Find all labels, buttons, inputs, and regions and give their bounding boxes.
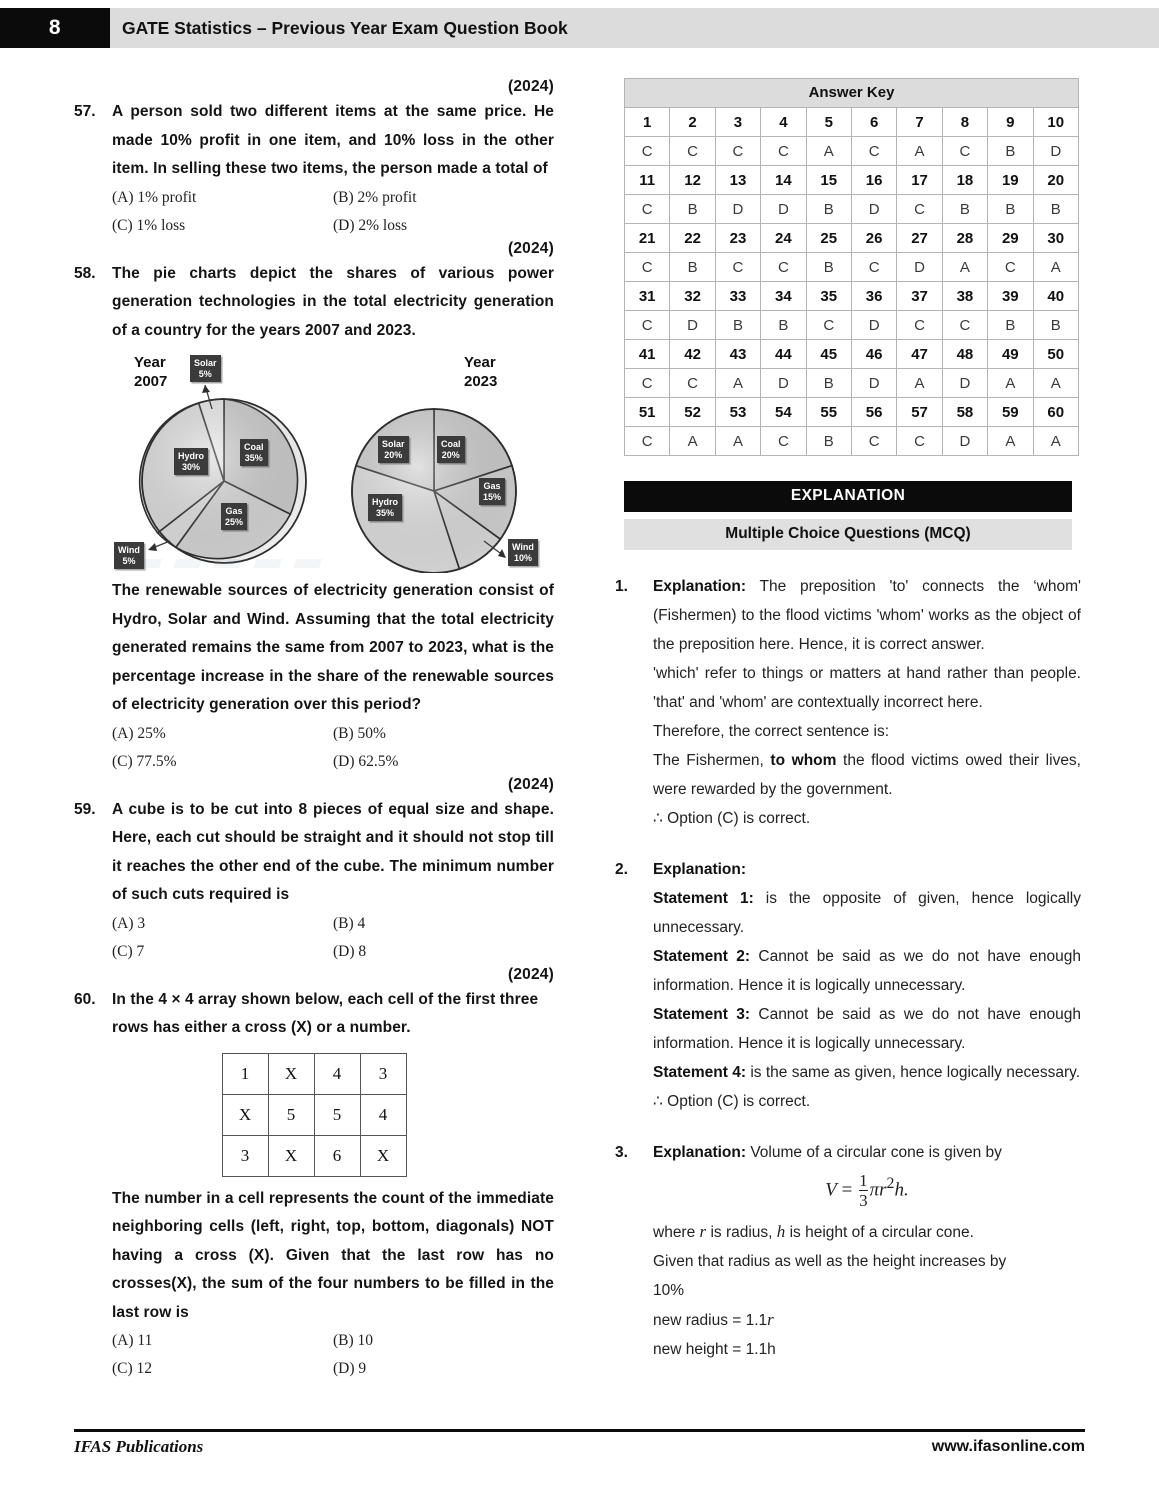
ak-ans: C — [715, 253, 760, 282]
pie-2007-year-line2: 2007 — [134, 373, 168, 390]
pie-2023-label-wind — [508, 539, 538, 566]
question-number-57: 57. — [74, 103, 96, 120]
explanation-3-p3: Given that radius as well as the height increases by — [653, 1253, 1007, 1270]
ak-num: 56 — [851, 398, 896, 427]
pie-2007-gas-name: Gas — [225, 506, 243, 516]
ak-num: 36 — [851, 282, 896, 311]
pie-2007-wind-name: Wind — [118, 545, 140, 555]
pie-2023-solar-name: Solar — [382, 439, 405, 449]
explanation-1-conclusion: ∴ Option (C) is correct. — [653, 810, 811, 827]
ak-ans: B — [988, 311, 1033, 340]
ak-ans: D — [761, 369, 806, 398]
ak-ans: A — [988, 369, 1033, 398]
pie-2023-year-line2: 2023 — [464, 373, 498, 390]
ak-num: 30 — [1033, 224, 1078, 253]
grid-cell-r2c4: 4 — [360, 1094, 406, 1135]
question-text-58: The pie charts depict the shares of various power generation technologies in the total electricity generation of a country for the years 2007 and 2023. — [112, 264, 554, 339]
question-text-57: A person sold two different items at the same price. He made 10% profit in one item, and 10% loss in the other item. In selling these two items, the person made a total of — [112, 103, 554, 177]
grid-cell-r1c3: 4 — [314, 1053, 360, 1094]
ak-ans: C — [625, 427, 670, 456]
grid-cell-r1c4: 3 — [360, 1053, 406, 1094]
table-row — [625, 427, 1079, 456]
pie-2023-wind-name: Wind — [512, 542, 534, 552]
formula-exponent: 2 — [886, 1175, 895, 1193]
explanation-1-p4 — [653, 746, 1081, 804]
ak-num: 27 — [897, 224, 942, 253]
table-row — [625, 195, 1079, 224]
explanation-2-lead — [653, 855, 1081, 884]
ak-ans: D — [851, 195, 896, 224]
ak-ans: D — [942, 427, 987, 456]
options-58 — [112, 720, 554, 776]
ak-ans: D — [670, 311, 715, 340]
ak-ans: C — [761, 137, 806, 166]
explanation-3-lead: Explanation: — [653, 1144, 747, 1161]
grid-cell-r3c4: X — [360, 1135, 406, 1176]
ak-num: 31 — [625, 282, 670, 311]
ak-num: 49 — [988, 340, 1033, 369]
year-tag-59: (2024) — [507, 775, 554, 793]
pie-2007-coal-name: Coal — [244, 442, 264, 452]
table-row — [625, 137, 1079, 166]
ak-num: 11 — [625, 166, 670, 195]
ak-ans: B — [806, 253, 851, 282]
table-row — [222, 1094, 406, 1135]
formula-denominator: 3 — [859, 1191, 868, 1210]
pie-2007-label-coal — [240, 439, 268, 466]
pie-2007-label-solar — [190, 355, 221, 382]
pie-2023-hydro-value: 35% — [376, 507, 395, 518]
ak-num: 2 — [670, 108, 715, 137]
ak-num: 23 — [715, 224, 760, 253]
ak-ans: C — [715, 137, 760, 166]
ak-ans: C — [988, 253, 1033, 282]
ak-ans: C — [851, 137, 896, 166]
ak-num: 48 — [942, 340, 987, 369]
pie-2007-solar-name: Solar — [194, 358, 217, 368]
pie-2023-coal-value: 20% — [441, 449, 460, 460]
pie-2007-solar-value: 5% — [198, 368, 212, 379]
option-58-a[interactable]: (A) 25% — [112, 724, 166, 742]
ak-ans: D — [942, 369, 987, 398]
ak-num: 54 — [761, 398, 806, 427]
ak-num: 46 — [851, 340, 896, 369]
page-number: 8 — [48, 16, 62, 39]
ak-num: 47 — [897, 340, 942, 369]
question-text-58-part2: The renewable sources of electricity generation consist of Hydro, Solar and Wind. Assuming that the total electricity generated remains the same from 2007 to 2023, what is the percentage increase in the share of the renewable sources of electricity generation over this period? — [112, 582, 554, 713]
ak-num: 57 — [897, 398, 942, 427]
explanation-1-p4c: the flood victims owed their lives, were rewarded by the government. — [653, 752, 1081, 798]
table-row — [625, 166, 1079, 195]
explanation-2-conclusion: ∴ Option (C) is correct. — [653, 1093, 811, 1110]
ak-ans: C — [761, 427, 806, 456]
statement-1-label: Statement 1: — [653, 890, 754, 907]
table-row — [625, 224, 1079, 253]
explanation-banner: EXPLANATION — [624, 481, 1072, 512]
pie-2007-label-gas — [221, 503, 247, 530]
explanation-2-statement-2 — [653, 942, 1081, 1000]
explanation-3 — [611, 1138, 1085, 1364]
explanation-2 — [611, 855, 1085, 1116]
ak-num: 4 — [761, 108, 806, 137]
ak-num: 17 — [897, 166, 942, 195]
ak-ans: B — [806, 427, 851, 456]
explanation-1-p1-text: The preposition 'to' connects the ‘whom' (Fishermen) to the flood victims 'whom' works as the object of the preposition here. Hence, it is correct answer. — [653, 578, 1081, 653]
page-footer — [74, 1437, 1085, 1457]
ak-ans: C — [625, 137, 670, 166]
explanation-1-p4a: The Fishermen, — [653, 752, 771, 769]
formula-pi-r: πr — [869, 1179, 887, 1201]
ak-ans: A — [670, 427, 715, 456]
ak-num: 10 — [1033, 108, 1078, 137]
ak-num: 45 — [806, 340, 851, 369]
ak-ans: C — [761, 253, 806, 282]
year-tag-58: (2024) — [507, 239, 554, 257]
option-57-c[interactable]: (C) 1% loss — [112, 216, 186, 234]
ak-num: 55 — [806, 398, 851, 427]
page-header — [0, 8, 1159, 48]
ak-num: 5 — [806, 108, 851, 137]
table-row — [222, 1135, 406, 1176]
ak-num: 43 — [715, 340, 760, 369]
year-tag-57: (2024) — [507, 78, 554, 95]
ak-num: 24 — [761, 224, 806, 253]
ak-ans: A — [806, 137, 851, 166]
option-60-b[interactable]: (B) 10 — [333, 1332, 374, 1349]
ak-ans: C — [670, 137, 715, 166]
ak-num: 1 — [625, 108, 670, 137]
question-number-60: 60. — [74, 990, 96, 1008]
ak-num: 22 — [670, 224, 715, 253]
ak-num: 53 — [715, 398, 760, 427]
grid-cell-r1c1: 1 — [222, 1053, 268, 1094]
ak-num: 8 — [942, 108, 987, 137]
table-row — [625, 282, 1079, 311]
table-row — [625, 398, 1079, 427]
formula-fraction — [859, 1171, 868, 1211]
ak-ans: B — [761, 311, 806, 340]
ak-num: 7 — [897, 108, 942, 137]
ak-ans: A — [897, 369, 942, 398]
grid-cell-r3c2: X — [268, 1135, 314, 1176]
question-number-58: 58. — [74, 264, 96, 282]
option-58-b[interactable]: (B) 50% — [333, 724, 386, 742]
ak-num: 28 — [942, 224, 987, 253]
grid-cell-r2c1: X — [222, 1094, 268, 1135]
statement-1-text: is the opposite of given, hence logically unnecessary. — [653, 890, 1081, 936]
option-59-a[interactable]: (A) 3 — [112, 914, 146, 932]
option-60-a[interactable]: (A) 11 — [112, 1332, 153, 1349]
pie-2007-coal-value: 35% — [244, 452, 263, 463]
explanation-1-number: 1. — [615, 578, 628, 595]
ak-ans: A — [715, 369, 760, 398]
statement-3-text: Cannot be said as we do not have enough information. Hence it is logically unnecessary. — [653, 1006, 1081, 1052]
ak-num: 59 — [988, 398, 1033, 427]
table-row — [625, 108, 1079, 137]
options-57 — [112, 184, 554, 240]
pie-2007-hydro-value: 30% — [182, 461, 201, 472]
pie-2023-year-line1: Year — [464, 354, 496, 371]
option-57-b[interactable]: (B) 2% profit — [333, 188, 417, 206]
pie-2007-wind-value: 5% — [122, 555, 136, 566]
ak-num: 38 — [942, 282, 987, 311]
ak-ans: C — [851, 253, 896, 282]
explanation-1-p2: 'which' refer to things or matters at hand rather than people. 'that' and 'whom' are contextually incorrect here. — [653, 665, 1081, 711]
question-text-60-part2: The number in a cell represents the count of the immediate neighboring cells (left, right, top, bottom, diagonals) NOT having a cross (X). Given that the last row has no crosses(X), the sum of the four numbers to be filled in the last row is — [112, 1189, 554, 1321]
explanation-1-p1 — [653, 572, 1081, 659]
question-57 — [74, 78, 554, 240]
ak-ans: B — [670, 253, 715, 282]
footer-divider — [74, 1429, 1085, 1432]
explanation-1-lead: Explanation: — [653, 578, 747, 595]
explanation-1 — [611, 572, 1085, 833]
ak-ans: C — [625, 369, 670, 398]
grid-cell-r2c2: 5 — [268, 1094, 314, 1135]
explanation-3-p1 — [653, 1138, 1081, 1167]
answer-key-table — [624, 78, 1079, 456]
ak-ans: D — [851, 369, 896, 398]
ak-ans: B — [988, 195, 1033, 224]
pie-2007-hydro-name: Hydro — [178, 451, 205, 461]
ak-num: 41 — [625, 340, 670, 369]
explanation-2-number: 2. — [615, 861, 628, 878]
option-58-c[interactable]: (C) 77.5% — [112, 752, 177, 770]
publisher-name: IFAS Publications — [74, 1437, 204, 1456]
ak-num: 34 — [761, 282, 806, 311]
formula-var-v: V — [825, 1179, 837, 1201]
cell-grid-wrapper — [74, 1053, 554, 1177]
explanation-2-lead-text: Explanation: — [653, 861, 747, 878]
ak-num: 33 — [715, 282, 760, 311]
right-column — [611, 78, 1085, 1364]
ak-num: 6 — [851, 108, 896, 137]
ak-ans: C — [897, 311, 942, 340]
explanation-1-p3: Therefore, the correct sentence is: — [653, 723, 890, 740]
ak-num: 13 — [715, 166, 760, 195]
pie-2023-solar-value: 20% — [384, 449, 403, 460]
var-h: h — [776, 1222, 786, 1241]
ak-ans: C — [897, 427, 942, 456]
ak-num: 26 — [851, 224, 896, 253]
pie-2023-gas-name: Gas — [483, 481, 501, 491]
explanation-3-p4: 10% — [653, 1282, 685, 1299]
formula-h: h. — [894, 1179, 909, 1201]
statement-2-text: Cannot be said as we do not have enough information. Hence it is logically unnecessary. — [653, 948, 1081, 994]
grid-cell-r3c1: 3 — [222, 1135, 268, 1176]
ak-ans: D — [715, 195, 760, 224]
ak-num: 35 — [806, 282, 851, 311]
pie-charts-figure — [112, 351, 554, 573]
explanation-3-p5 — [653, 1305, 1081, 1335]
table-row — [625, 253, 1079, 282]
explanation-2-statement-3 — [653, 1000, 1081, 1058]
ak-num: 19 — [988, 166, 1033, 195]
ak-ans: B — [942, 195, 987, 224]
question-number-59: 59. — [74, 800, 96, 818]
option-57-d[interactable]: (D) 2% loss — [333, 216, 408, 234]
ak-num: 40 — [1033, 282, 1078, 311]
cone-volume-formula — [653, 1171, 1081, 1211]
question-text-60: In the 4 × 4 array shown below, each cell of the first three rows has either a cross (X) or a number. — [112, 990, 539, 1036]
ak-num: 60 — [1033, 398, 1078, 427]
ak-num: 50 — [1033, 340, 1078, 369]
ak-num: 58 — [942, 398, 987, 427]
book-title: GATE Statistics – Previous Year Exam Question Book — [122, 17, 568, 38]
pie-2007-year-line1: Year — [134, 354, 166, 371]
explanation-3-p5a: new radius = 1.1 — [653, 1312, 768, 1329]
ak-num: 52 — [670, 398, 715, 427]
table-row — [222, 1053, 406, 1094]
explanation-3-p1-text: Volume of a circular cone is given by — [746, 1144, 1002, 1161]
grid-cell-r1c2: X — [268, 1053, 314, 1094]
ak-num: 15 — [806, 166, 851, 195]
ak-num: 12 — [670, 166, 715, 195]
option-59-d[interactable]: (D) 8 — [333, 942, 367, 960]
ak-num: 16 — [851, 166, 896, 195]
left-column — [74, 78, 554, 1383]
options-59 — [112, 910, 554, 966]
pie-2023-wind-value: 10% — [513, 552, 532, 563]
option-60-d[interactable]: (D) 9 — [333, 1360, 367, 1377]
explanation-2-statement-1 — [653, 884, 1081, 942]
ak-ans: C — [625, 195, 670, 224]
ak-ans: A — [715, 427, 760, 456]
cell-grid-table — [222, 1053, 407, 1177]
ak-num: 3 — [715, 108, 760, 137]
ak-ans: D — [1033, 137, 1078, 166]
ak-ans: A — [897, 137, 942, 166]
ak-ans: C — [670, 369, 715, 398]
ak-num: 42 — [670, 340, 715, 369]
pie-2007-label-hydro — [174, 448, 208, 475]
page-number-box — [0, 8, 110, 48]
ak-ans: C — [942, 311, 987, 340]
ak-num: 9 — [988, 108, 1033, 137]
ak-ans: C — [806, 311, 851, 340]
formula-numerator: 1 — [859, 1171, 868, 1190]
question-60 — [74, 966, 554, 1384]
explanation-3-p2 — [653, 1217, 1081, 1247]
option-57-a[interactable]: (A) 1% profit — [112, 188, 197, 206]
ak-ans: B — [1033, 311, 1078, 340]
pie-2023-hydro-name: Hydro — [372, 497, 399, 507]
explanation-3-p2a: where — [653, 1224, 700, 1241]
pie-2007-label-wind — [114, 542, 144, 569]
ak-num: 20 — [1033, 166, 1078, 195]
explanation-2-statement-4 — [653, 1058, 1081, 1087]
ak-ans: A — [1033, 427, 1078, 456]
question-text-59: A cube is to be cut into 8 pieces of equal size and shape. Here, each cut should be straight and it should not stop till it reaches the other end of the cube. The minimum number of such cuts required is — [112, 800, 554, 903]
pie-2023-label-solar — [378, 436, 409, 463]
website-url[interactable]: www.ifasonline.com — [931, 1438, 1085, 1455]
ak-num: 29 — [988, 224, 1033, 253]
ak-ans: B — [715, 311, 760, 340]
ak-ans: C — [851, 427, 896, 456]
ak-ans: B — [806, 369, 851, 398]
formula-equals: = — [841, 1179, 853, 1201]
ak-ans: D — [851, 311, 896, 340]
var-r-2: r — [767, 1310, 774, 1329]
explanation-1-p4b: to whom — [770, 752, 837, 769]
ak-ans: A — [988, 427, 1033, 456]
ak-num: 32 — [670, 282, 715, 311]
table-row — [625, 369, 1079, 398]
question-59 — [74, 776, 554, 966]
statement-2-label: Statement 2: — [653, 948, 751, 965]
ak-ans: A — [1033, 253, 1078, 282]
var-r: r — [699, 1222, 707, 1241]
ak-ans: B — [1033, 195, 1078, 224]
pie-2023-gas-value: 15% — [483, 491, 502, 502]
options-60 — [112, 1327, 554, 1383]
ak-num: 51 — [625, 398, 670, 427]
table-row — [625, 340, 1079, 369]
ak-ans: A — [942, 253, 987, 282]
option-59-b[interactable]: (B) 4 — [333, 914, 366, 932]
ak-num: 39 — [988, 282, 1033, 311]
grid-cell-r3c3: 6 — [314, 1135, 360, 1176]
ak-ans: A — [1033, 369, 1078, 398]
ak-ans: D — [761, 195, 806, 224]
ak-ans: B — [806, 195, 851, 224]
ak-ans: B — [988, 137, 1033, 166]
ak-ans: C — [625, 311, 670, 340]
question-58 — [74, 240, 554, 776]
pie-2023-label-gas — [479, 478, 505, 505]
explanation-3-p6: new height = 1.1h — [653, 1341, 776, 1358]
option-60-c[interactable]: (C) 12 — [112, 1360, 153, 1377]
pie-2023-coal-name: Coal — [441, 439, 461, 449]
statement-4-label: Statement 4: — [653, 1064, 747, 1081]
pie-2007-gas-value: 25% — [225, 516, 244, 527]
ak-ans: C — [897, 195, 942, 224]
pie-2023-label-coal — [437, 436, 465, 463]
explanation-3-p2c: is height of a circular cone. — [785, 1224, 974, 1241]
ak-ans: C — [942, 137, 987, 166]
explanation-3-p2b: is radius, — [706, 1224, 777, 1241]
ak-ans: D — [897, 253, 942, 282]
ak-num: 21 — [625, 224, 670, 253]
pie-2023-label-hydro — [368, 494, 402, 521]
table-row — [625, 311, 1079, 340]
ak-num: 14 — [761, 166, 806, 195]
statement-3-label: Statement 3: — [653, 1006, 751, 1023]
grid-cell-r2c3: 5 — [314, 1094, 360, 1135]
ak-num: 37 — [897, 282, 942, 311]
ak-num: 44 — [761, 340, 806, 369]
mcq-banner: Multiple Choice Questions (MCQ) — [624, 519, 1072, 550]
statement-4-text: is the same as given, hence logically necessary. — [746, 1064, 1081, 1081]
ak-num: 18 — [942, 166, 987, 195]
answer-key-title: Answer Key — [625, 79, 1079, 108]
option-59-c[interactable]: (C) 7 — [112, 942, 145, 960]
ak-ans: B — [670, 195, 715, 224]
explanation-3-number: 3. — [615, 1144, 628, 1161]
answer-key-title-row — [625, 79, 1079, 108]
ak-num: 25 — [806, 224, 851, 253]
option-58-d[interactable]: (D) 62.5% — [333, 752, 399, 770]
year-tag-60: (2024) — [507, 965, 554, 983]
ak-ans: C — [625, 253, 670, 282]
